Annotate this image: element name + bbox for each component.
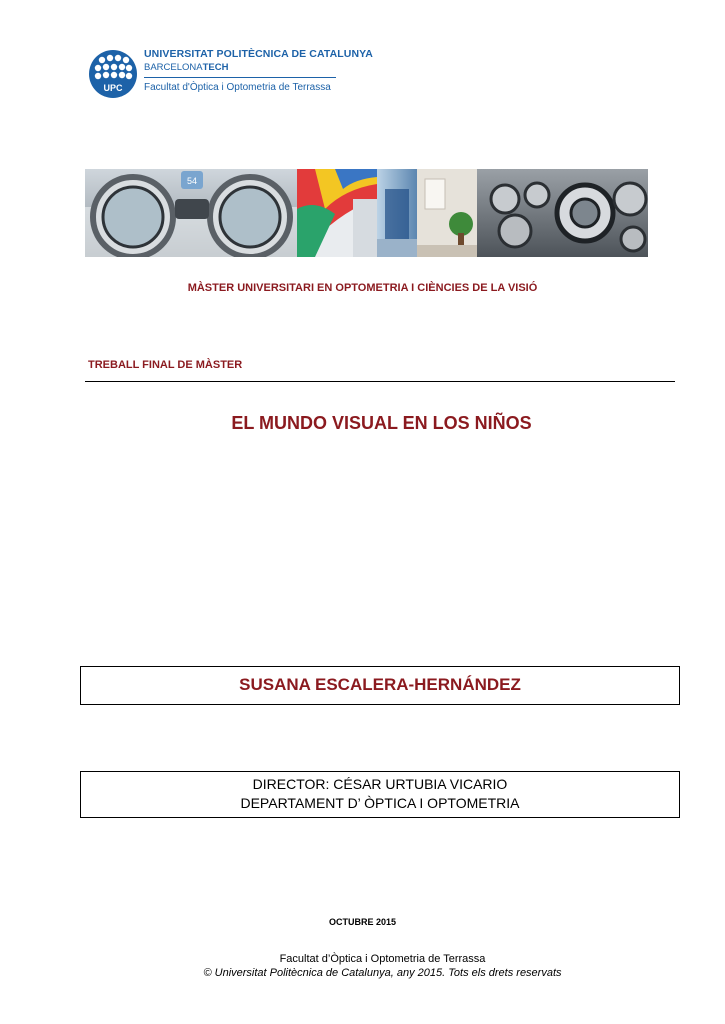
director-box — [80, 771, 680, 818]
author-box — [80, 666, 680, 705]
logo-faculty-name: Facultat d'Òptica i Optometria de Terrassa — [144, 82, 331, 93]
master-program-title: MÀSTER UNIVERSITARI EN OPTOMETRIA I CIÈNCIES DE LA VISIÓ — [187, 282, 538, 294]
thesis-title: EL MUNDO VISUAL EN LOS NIÑOS — [231, 413, 532, 433]
room-photo — [417, 169, 477, 257]
director-name: DIRECTOR: CÉSAR URTUBIA VICARIO — [252, 776, 508, 792]
banner-image — [85, 169, 648, 257]
optical-instruments-photo — [477, 169, 648, 257]
author-name: SUSANA ESCALERA-HERNÁNDEZ — [239, 675, 521, 694]
submission-date: OCTUBRE 2015 — [328, 917, 397, 927]
department-name: DEPARTAMENT D’ ÒPTICA I OPTOMETRIA — [240, 795, 520, 811]
trial-frame-photo — [85, 169, 297, 257]
barcelonatech-label: BARCELONATECH — [144, 62, 229, 73]
header-divider — [85, 381, 675, 382]
footer-faculty: Facultat d’Òptica i Optometria de Terrassa — [279, 953, 486, 965]
document-type: TREBALL FINAL DE MÀSTER — [88, 359, 243, 371]
colorful-wall-photo — [297, 169, 377, 257]
logo-mark-text: UPC — [103, 83, 123, 93]
logo-divider — [144, 77, 336, 78]
upc-logo — [88, 42, 373, 106]
university-name: UNIVERSITAT POLITÈCNICA DE CATALUNYA — [144, 48, 373, 60]
footer-copyright: © Universitat Politècnica de Catalunya, any 2015. Tots els drets reservats — [203, 967, 562, 979]
trial-frame-number: 54 — [186, 176, 198, 186]
corridor-photo — [377, 169, 417, 257]
upc-logo-mark-icon — [88, 42, 138, 106]
